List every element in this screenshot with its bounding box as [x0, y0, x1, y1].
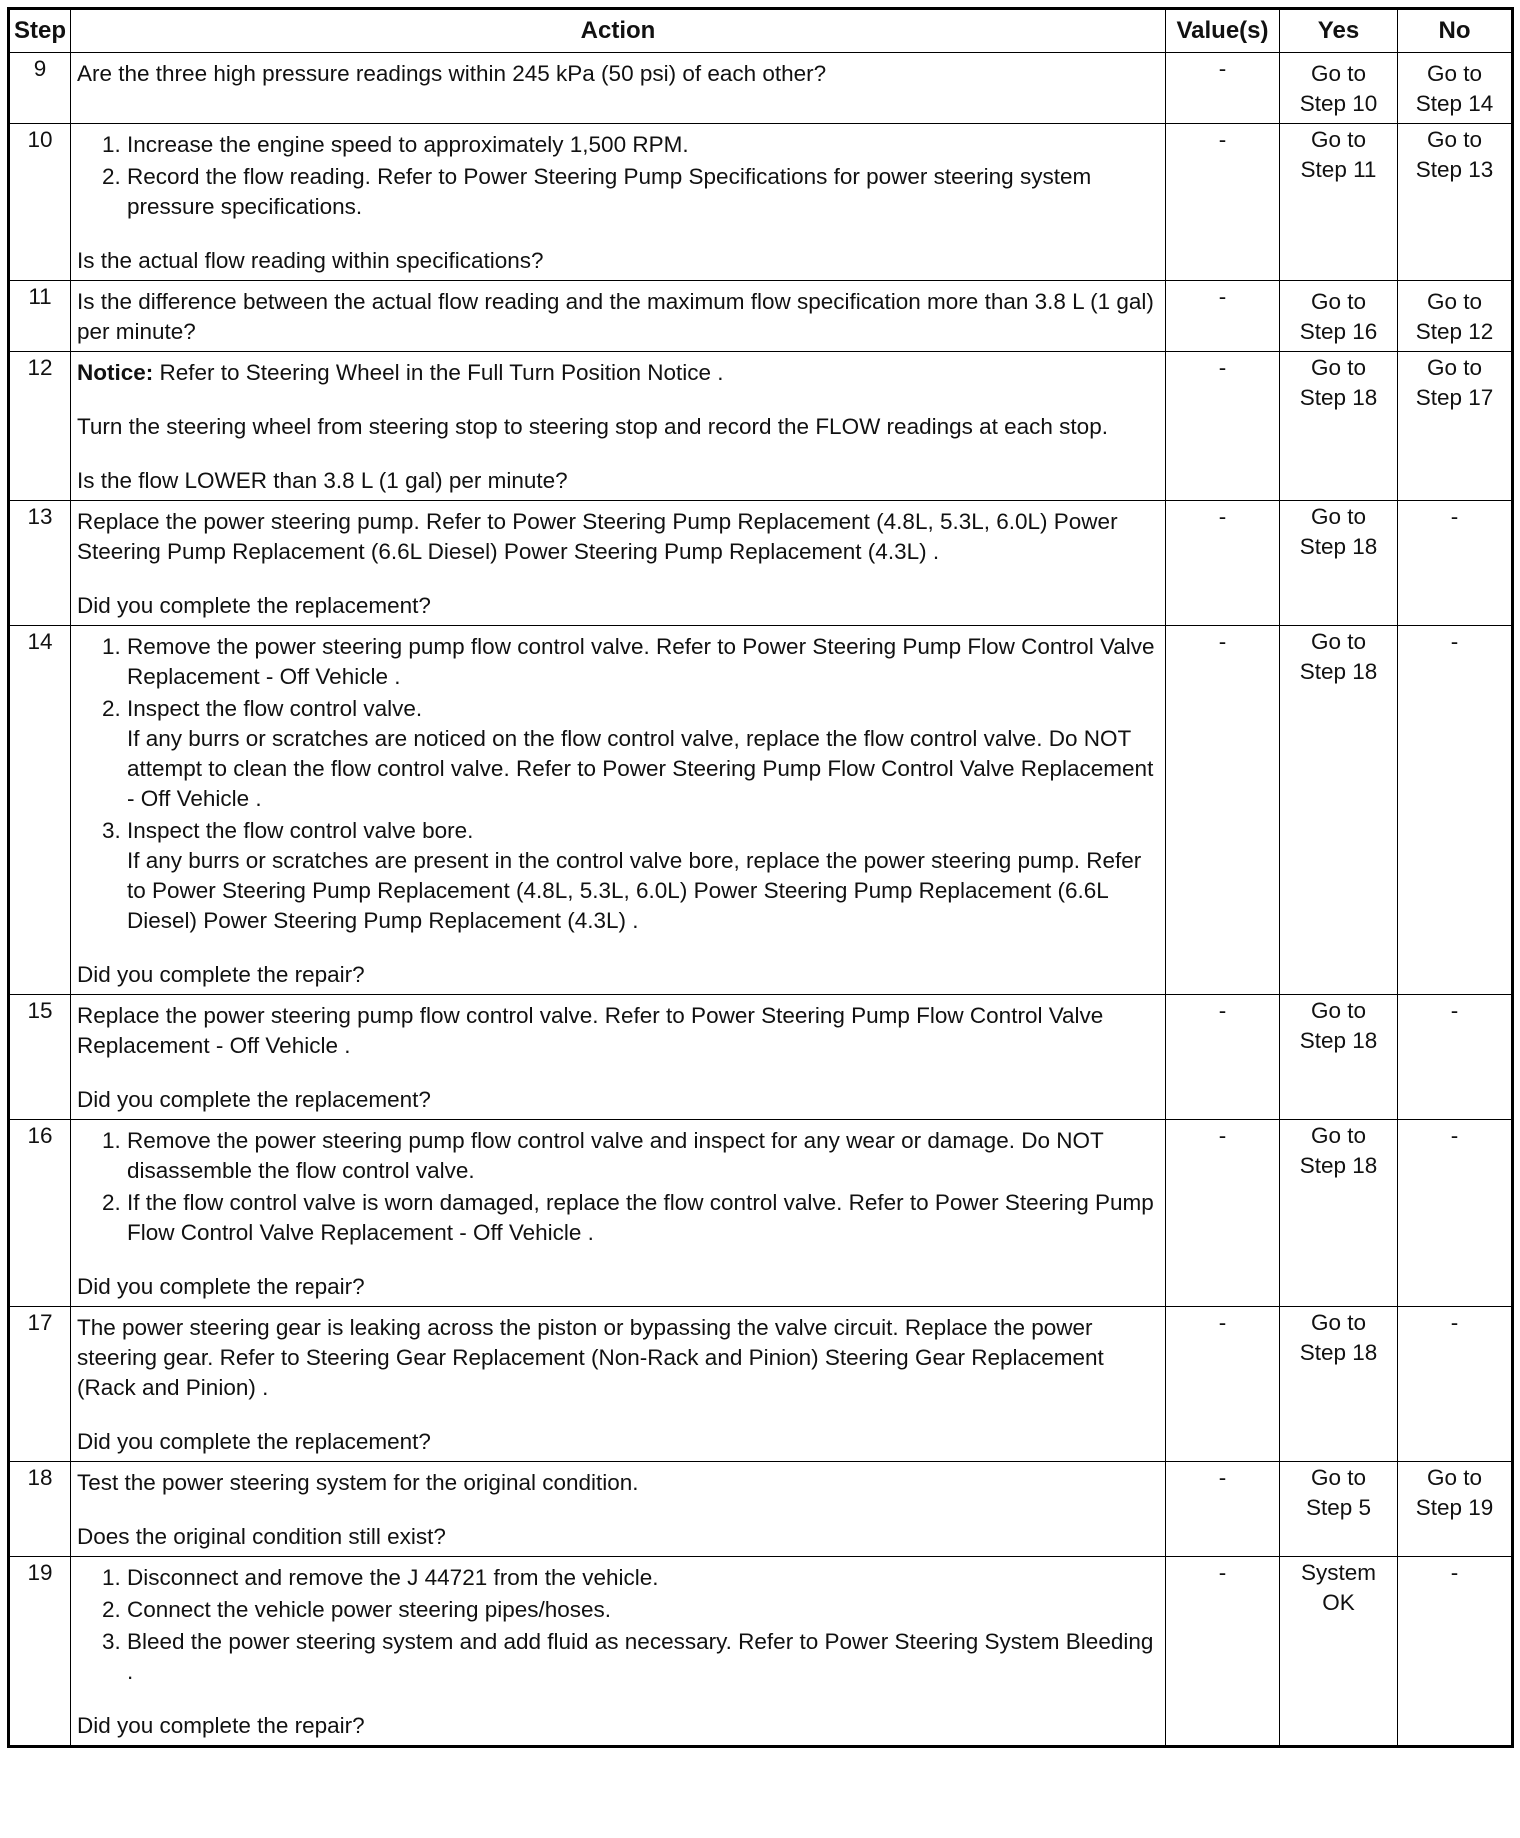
yes-line: Step 18: [1299, 659, 1378, 684]
procedure-item: [127, 130, 1159, 160]
no-line: -: [1450, 998, 1459, 1023]
yes-line: Go to: [1310, 127, 1367, 152]
no-line: Go to: [1426, 127, 1483, 152]
yes-cell: [1280, 1462, 1398, 1557]
no-cell: [1398, 1120, 1513, 1307]
procedure-list: [77, 1563, 1159, 1687]
value-cell: -: [1166, 1462, 1280, 1557]
yes-line: Step 18: [1299, 1340, 1378, 1365]
yes-line: Step 18: [1299, 534, 1378, 559]
procedure-item: [127, 1126, 1159, 1186]
no-cell: [1398, 501, 1513, 626]
yes-line: Step 16: [1299, 319, 1378, 344]
table-row: [9, 124, 1513, 281]
action-cell: [71, 1120, 1166, 1307]
yes-line: Step 18: [1299, 1153, 1378, 1178]
question-text: Is the actual flow reading within specifications?: [77, 248, 544, 273]
notice: [77, 358, 1159, 388]
no-line: Step 19: [1415, 1495, 1494, 1520]
procedure-text: If the flow control valve is worn damaged, replace the flow control valve. Refer to Power Steering Pump Flow Control Valve Replacement - Off Vehicle .: [127, 1190, 1154, 1245]
table-row: [9, 1307, 1513, 1462]
table-row: [9, 1557, 1513, 1747]
value-cell: -: [1166, 124, 1280, 281]
notice-label: Notice:: [77, 360, 154, 385]
yes-line: Step 18: [1299, 385, 1378, 410]
no-cell: [1398, 1307, 1513, 1462]
question-text: Did you complete the replacement?: [77, 1429, 431, 1454]
table-row: [9, 53, 1513, 124]
value-cell: -: [1166, 995, 1280, 1120]
no-line: Step 14: [1415, 91, 1494, 116]
procedure-subtext: If any burrs or scratches are noticed on the flow control valve, replace the flow control valve. Do NOT attempt to clean the flow control valve. Refer to Power Steering Pump Flow Control Valve Replacement - Off Vehicle .: [127, 726, 1154, 811]
value-cell: -: [1166, 501, 1280, 626]
question-text: Did you complete the repair?: [77, 1274, 365, 1299]
no-line: -: [1450, 1123, 1459, 1148]
header-step: Step: [9, 9, 71, 53]
no-cell: [1398, 124, 1513, 281]
yes-line: System: [1300, 1560, 1376, 1585]
value-cell: -: [1166, 352, 1280, 501]
yes-line: Go to: [1310, 998, 1367, 1023]
value-cell: -: [1166, 626, 1280, 995]
action-cell: [71, 1462, 1166, 1557]
question-text: Is the difference between the actual flow reading and the maximum flow specification more than 3.8 L (1 gal) per minute?: [77, 289, 1154, 344]
yes-line: Go to: [1310, 1465, 1367, 1490]
no-line: Go to: [1426, 1465, 1483, 1490]
no-cell: [1398, 995, 1513, 1120]
yes-cell: [1280, 124, 1398, 281]
action-cell: [71, 626, 1166, 995]
table-row: [9, 501, 1513, 626]
no-line: Step 12: [1415, 319, 1494, 344]
yes-line: Step 10: [1299, 91, 1378, 116]
no-line: Go to: [1426, 355, 1483, 380]
question-text: Is the flow LOWER than 3.8 L (1 gal) per minute?: [77, 468, 568, 493]
yes-line: OK: [1322, 1590, 1355, 1615]
table-row: [9, 1462, 1513, 1557]
step-number: 15: [9, 995, 71, 1120]
no-line: -: [1450, 1310, 1459, 1335]
table-row: [9, 281, 1513, 352]
yes-cell: [1280, 352, 1398, 501]
yes-line: Step 18: [1299, 1028, 1378, 1053]
action-cell: [71, 1557, 1166, 1747]
question-text: Did you complete the replacement?: [77, 1087, 431, 1112]
step-number: 19: [9, 1557, 71, 1747]
procedure-text: Increase the engine speed to approximately 1,500 RPM.: [127, 132, 689, 157]
procedure-text: Remove the power steering pump flow control valve. Refer to Power Steering Pump Flow Control Valve Replacement - Off Vehicle .: [127, 634, 1155, 689]
question-text: Did you complete the repair?: [77, 1713, 365, 1738]
yes-line: Go to: [1310, 61, 1367, 86]
no-line: -: [1450, 1560, 1459, 1585]
step-number: 11: [9, 281, 71, 352]
procedure-item: [127, 1563, 1159, 1593]
step-number: 14: [9, 626, 71, 995]
table-row: [9, 626, 1513, 995]
yes-cell: [1280, 53, 1398, 124]
step-number: 17: [9, 1307, 71, 1462]
no-line: -: [1450, 629, 1459, 654]
yes-line: Go to: [1310, 289, 1367, 314]
instruction-text: Turn the steering wheel from steering stop to steering stop and record the FLOW readings at each stop.: [77, 414, 1108, 439]
action-cell: [71, 281, 1166, 352]
yes-cell: [1280, 995, 1398, 1120]
no-line: Go to: [1426, 289, 1483, 314]
no-cell: [1398, 1462, 1513, 1557]
header-values: Value(s): [1166, 9, 1280, 53]
instruction-text: The power steering gear is leaking across the piston or bypassing the valve circuit. Replace the power steering gear. Refer to Steering Gear Replacement (Non-Rack and Pinion) Steering Gear Replacement (Rack and Pinion) .: [77, 1315, 1104, 1400]
procedure-text: Bleed the power steering system and add fluid as necessary. Refer to Power Steering System Bleeding .: [127, 1629, 1154, 1684]
no-line: Step 13: [1415, 157, 1494, 182]
procedure-item: [127, 1595, 1159, 1625]
table-row: [9, 995, 1513, 1120]
procedure-item: [127, 816, 1159, 936]
no-cell: [1398, 281, 1513, 352]
value-cell: -: [1166, 1307, 1280, 1462]
procedure-item: [127, 1188, 1159, 1248]
question-text: Did you complete the replacement?: [77, 593, 431, 618]
action-cell: [71, 501, 1166, 626]
procedure-list: [77, 632, 1159, 936]
step-number: 9: [9, 53, 71, 124]
yes-line: Step 11: [1300, 157, 1377, 182]
table-body: [9, 53, 1513, 1747]
yes-cell: [1280, 1307, 1398, 1462]
step-number: 18: [9, 1462, 71, 1557]
header-yes: Yes: [1280, 9, 1398, 53]
procedure-text: Inspect the flow control valve.: [127, 696, 423, 721]
notice-text: Refer to Steering Wheel in the Full Turn Position Notice .: [153, 360, 724, 385]
header-no: No: [1398, 9, 1513, 53]
procedure-text: Inspect the flow control valve bore.: [127, 818, 474, 843]
procedure-item: [127, 694, 1159, 814]
procedure-item: [127, 162, 1159, 222]
yes-line: Go to: [1310, 355, 1367, 380]
diagnostic-table: [7, 7, 1514, 1748]
value-cell: -: [1166, 281, 1280, 352]
yes-cell: [1280, 1120, 1398, 1307]
action-cell: [71, 124, 1166, 281]
step-number: 10: [9, 124, 71, 281]
action-cell: [71, 352, 1166, 501]
procedure-text: Disconnect and remove the J 44721 from the vehicle.: [127, 1565, 659, 1590]
no-cell: [1398, 626, 1513, 995]
procedure-text: Record the flow reading. Refer to Power Steering Pump Specifications for power steering system pressure specifications.: [127, 164, 1092, 219]
instruction-text: Test the power steering system for the original condition.: [77, 1470, 639, 1495]
procedure-list: [77, 130, 1159, 222]
no-line: Go to: [1426, 61, 1483, 86]
procedure-text: Connect the vehicle power steering pipes/hoses.: [127, 1597, 612, 1622]
action-cell: [71, 995, 1166, 1120]
action-cell: [71, 53, 1166, 124]
yes-cell: [1280, 281, 1398, 352]
yes-line: Go to: [1310, 1310, 1367, 1335]
procedure-text: Remove the power steering pump flow control valve and inspect for any wear or damage. Do NOT disassemble the flow control valve.: [127, 1128, 1104, 1183]
yes-line: Step 5: [1305, 1495, 1372, 1520]
no-cell: [1398, 53, 1513, 124]
question-text: Are the three high pressure readings within 245 kPa (50 psi) of each other?: [77, 61, 827, 86]
yes-line: Go to: [1310, 629, 1367, 654]
step-number: 12: [9, 352, 71, 501]
no-line: Step 17: [1415, 385, 1494, 410]
header-row: [9, 9, 1513, 53]
procedure-item: [127, 632, 1159, 692]
instruction-text: Replace the power steering pump. Refer to Power Steering Pump Replacement (4.8L, 5.3L, 6.0L) Power Steering Pump Replacement (6.6L Diesel) Power Steering Pump Replacement (4.3L) .: [77, 509, 1118, 564]
yes-line: Go to: [1310, 1123, 1367, 1148]
step-number: 16: [9, 1120, 71, 1307]
yes-line: Go to: [1310, 504, 1367, 529]
yes-cell: [1280, 1557, 1398, 1747]
value-cell: -: [1166, 1557, 1280, 1747]
procedure-subtext: If any burrs or scratches are present in the control valve bore, replace the power steering pump. Refer to Power Steering Pump Replacement (4.8L, 5.3L, 6.0L) Power Steering Pump Replacement (6.6L Diesel) Power Steering Pump Replacement (4.3L) .: [127, 848, 1142, 933]
question-text: Did you complete the repair?: [77, 962, 365, 987]
action-cell: [71, 1307, 1166, 1462]
step-number: 13: [9, 501, 71, 626]
no-cell: [1398, 352, 1513, 501]
no-cell: [1398, 1557, 1513, 1747]
no-line: -: [1450, 504, 1459, 529]
yes-cell: [1280, 626, 1398, 995]
yes-cell: [1280, 501, 1398, 626]
procedure-list: [77, 1126, 1159, 1248]
procedure-item: [127, 1627, 1159, 1687]
question-text: Does the original condition still exist?: [77, 1524, 446, 1549]
value-cell: -: [1166, 1120, 1280, 1307]
instruction-text: Replace the power steering pump flow control valve. Refer to Power Steering Pump Flow Control Valve Replacement - Off Vehicle .: [77, 1003, 1104, 1058]
header-action: Action: [71, 9, 1166, 53]
value-cell: -: [1166, 53, 1280, 124]
table-row: [9, 352, 1513, 501]
table-row: [9, 1120, 1513, 1307]
